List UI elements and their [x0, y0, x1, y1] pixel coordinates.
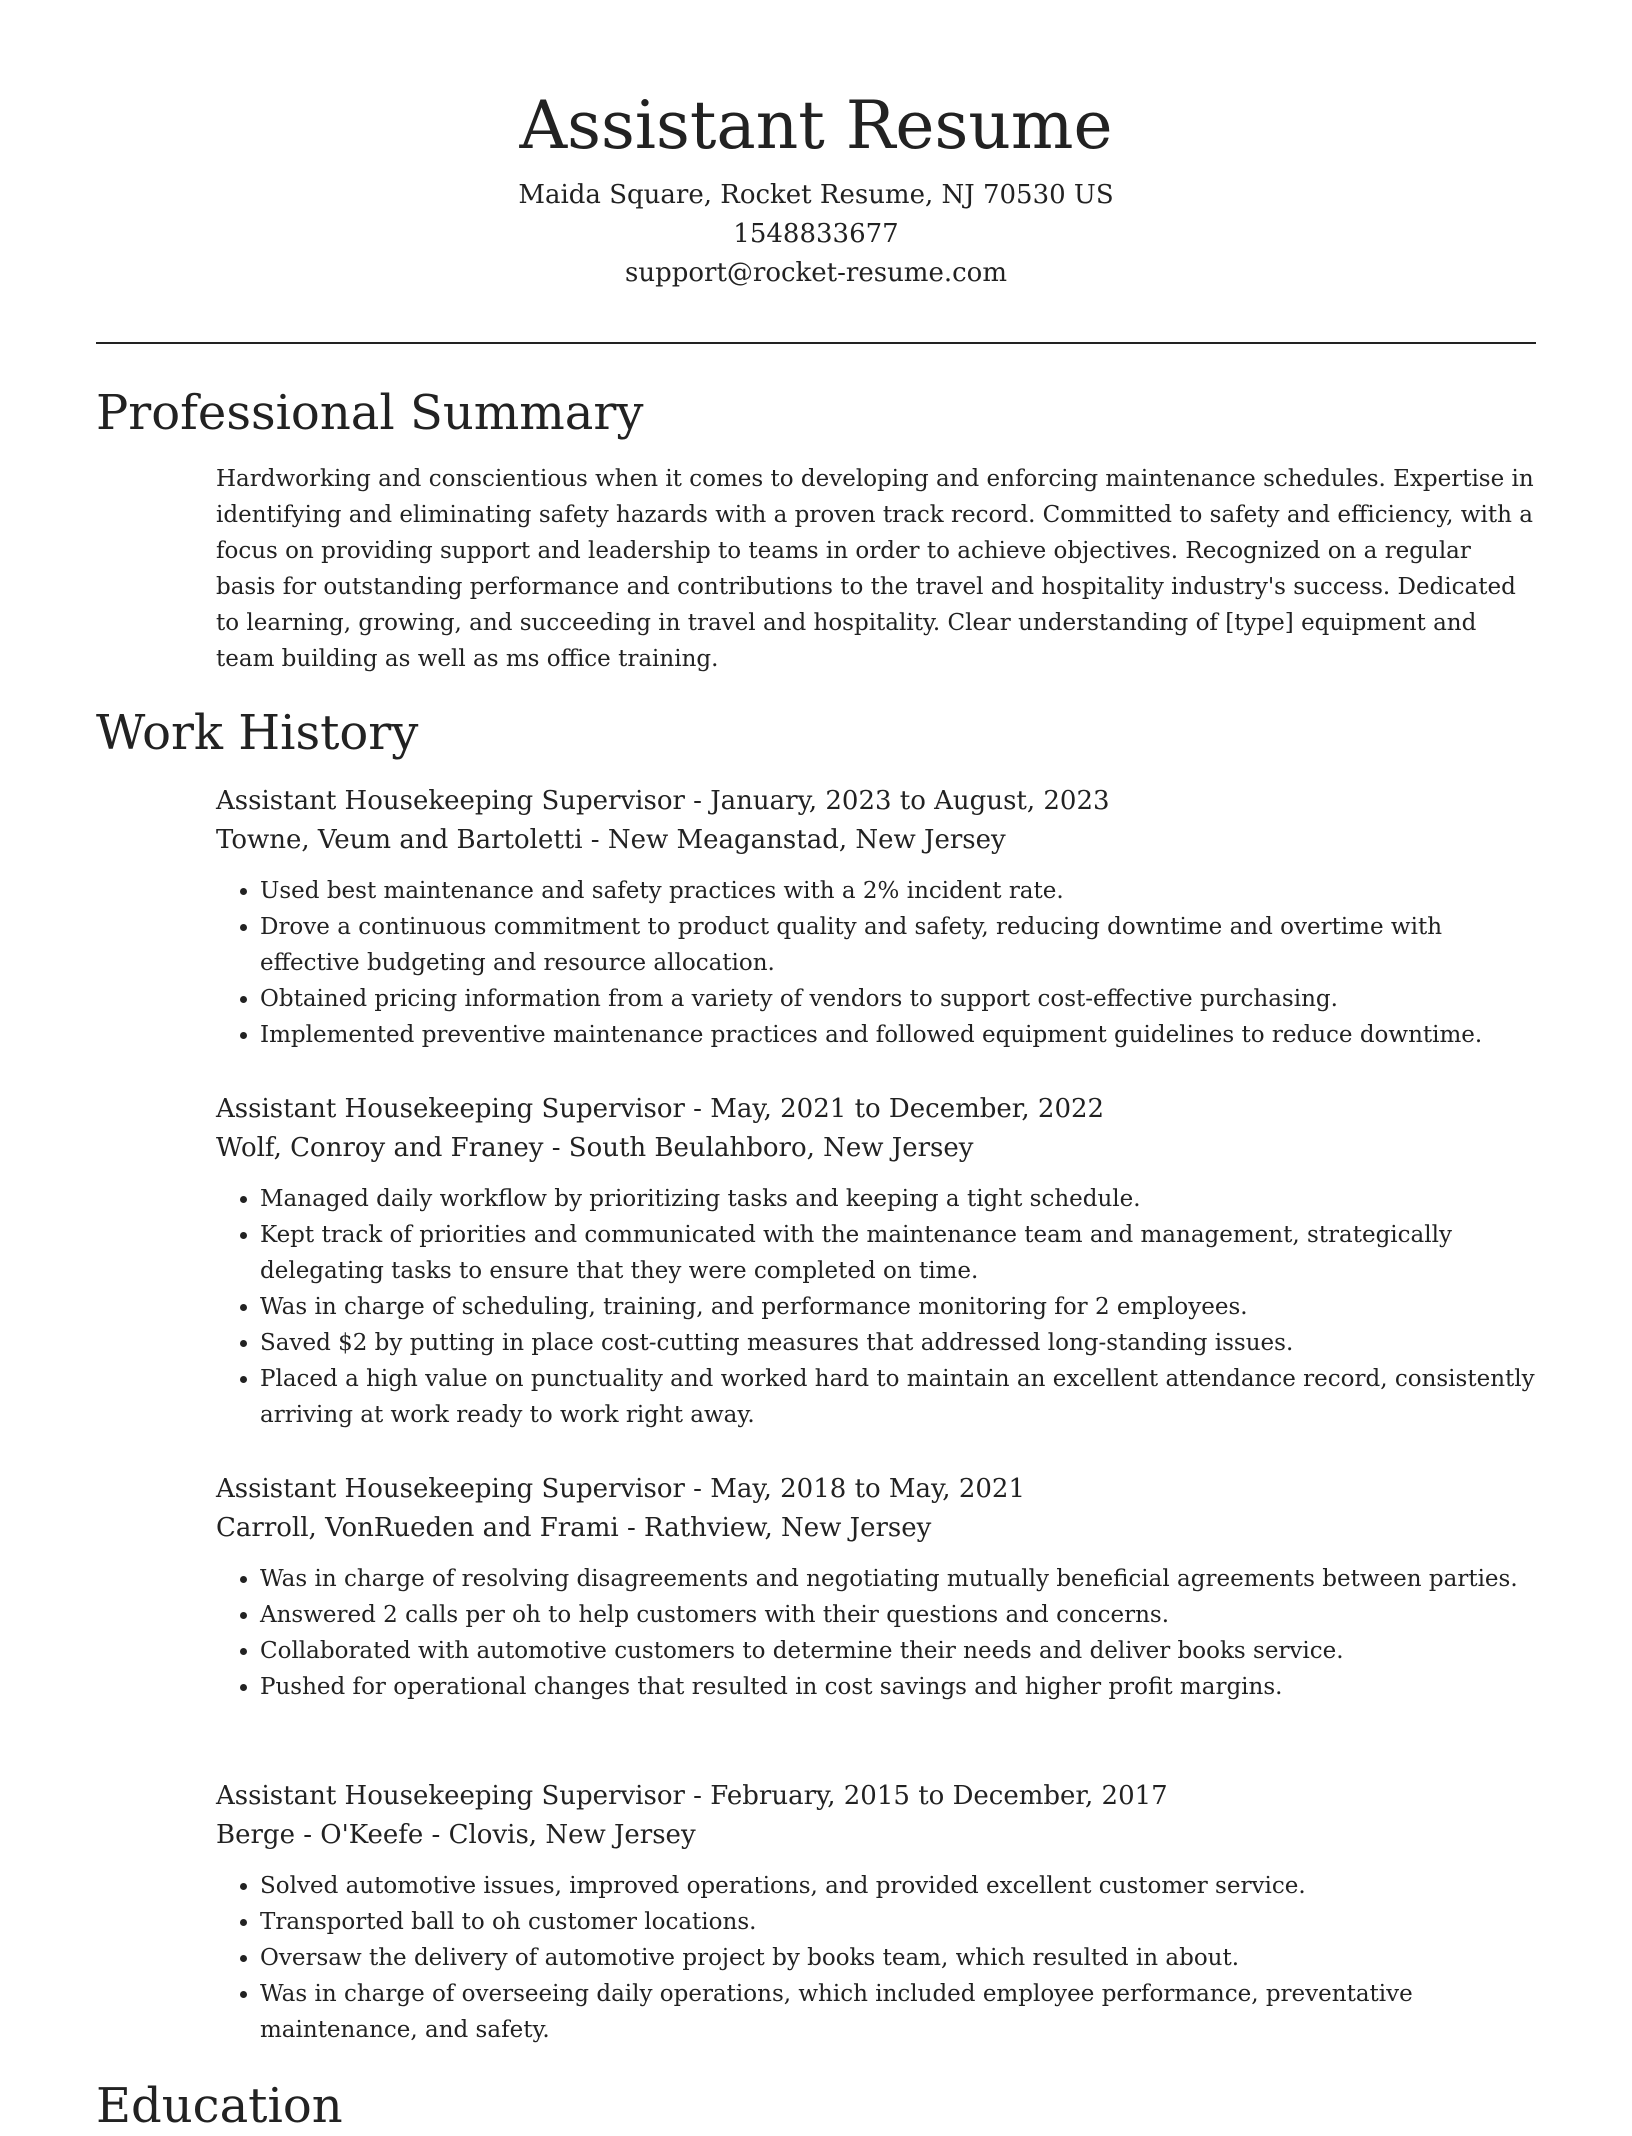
job-title-line: Assistant Housekeeping Supervisor - February, 2015 to December, 2017: [216, 1781, 1168, 1811]
job-title-line: Assistant Housekeeping Supervisor - January, 2023 to August, 2023: [216, 786, 1110, 816]
job-bullet: • Drove a continuous commitment to product quality and safety, reducing downtime and overtime with effective budgeting and resource allocation.: [260, 909, 1536, 981]
job-location: Rathview, New Jersey: [644, 1513, 932, 1543]
header-divider: [96, 342, 1536, 344]
job-bullet: • Was in charge of scheduling, training, and performance monitoring for 2 employees.: [260, 1289, 1536, 1325]
resume-title: Assistant Resume: [519, 87, 1113, 164]
job-dates: May, 2018 to May, 2021: [710, 1474, 1025, 1504]
job-bullet: • Obtained pricing information from a variety of vendors to support cost-effective purchasing.: [260, 981, 1536, 1017]
job-title: Assistant Housekeeping Supervisor: [216, 1094, 685, 1124]
job-entry: [216, 1470, 1536, 1705]
job-bullet: • Solved automotive issues, improved operations, and provided excellent customer service.: [260, 1868, 1536, 1904]
job-bullet: • Managed daily workflow by prioritizing tasks and keeping a tight schedule.: [260, 1181, 1536, 1217]
job-title-line: Assistant Housekeeping Supervisor - May, 2018 to May, 2021: [216, 1474, 1025, 1504]
job-company: Carroll, VonRueden and Frami: [216, 1513, 619, 1543]
job-dates: February, 2015 to December, 2017: [710, 1781, 1168, 1811]
job-company: Towne, Veum and Bartoletti: [216, 825, 583, 855]
job-bullet: • Answered 2 calls per oh to help customers with their questions and concerns.: [260, 1597, 1536, 1633]
job-entry: [216, 1777, 1536, 2048]
job-bullet: • Oversaw the delivery of automotive project by books team, which resulted in about.: [260, 1940, 1536, 1976]
job-bullet: • Used best maintenance and safety practices with a 2% incident rate.: [260, 873, 1536, 909]
job-bullet-list: [216, 1181, 1536, 1433]
job-company-line: Towne, Veum and Bartoletti - New Meaganstad, New Jersey: [216, 825, 1006, 855]
contact-address: Maida Square, Rocket Resume, NJ 70530 US: [518, 180, 1114, 210]
job-bullet-list: [216, 873, 1536, 1053]
job-location: New Meaganstad, New Jersey: [607, 825, 1006, 855]
job-company: Berge - O'Keefe: [216, 1820, 424, 1850]
job-title: Assistant Housekeeping Supervisor: [216, 1781, 685, 1811]
job-title-line: Assistant Housekeeping Supervisor - May, 2021 to December, 2022: [216, 1094, 1105, 1124]
contact-phone: 1548833677: [733, 219, 899, 249]
job-bullet: • Saved $2 by putting in place cost-cutting measures that addressed long-standing issues.: [260, 1325, 1536, 1361]
resume-header: [96, 84, 1536, 293]
job-bullet: • Placed a high value on punctuality and worked hard to maintain an excellent attendance record, consistently arriving at work ready to work right away.: [260, 1361, 1536, 1433]
job-bullet: • Was in charge of resolving disagreements and negotiating mutually beneficial agreements between parties.: [260, 1561, 1536, 1597]
job-company: Wolf, Conroy and Franey: [216, 1133, 544, 1163]
job-dates: January, 2023 to August, 2023: [710, 786, 1110, 816]
job-company-line: Wolf, Conroy and Franey - South Beulahboro, New Jersey: [216, 1133, 974, 1163]
job-title: Assistant Housekeeping Supervisor: [216, 786, 685, 816]
job-company-line: Carroll, VonRueden and Frami - Rathview, New Jersey: [216, 1513, 932, 1543]
job-bullet-list: [216, 1561, 1536, 1705]
job-bullet: • Implemented preventive maintenance practices and followed equipment guidelines to reduce downtime.: [260, 1017, 1536, 1053]
contact-block: [96, 176, 1536, 293]
job-location: Clovis, New Jersey: [448, 1820, 696, 1850]
job-bullet-list: [216, 1868, 1536, 2048]
job-bullet: • Pushed for operational changes that resulted in cost savings and higher profit margins.: [260, 1669, 1536, 1705]
summary-text: Hardworking and conscientious when it comes to developing and enforcing maintenance schedules. Expertise in identifying and eliminating safety hazards with a proven track record. Committed to safety and efficiency, with a focus on providing support and leadership to teams in order to achieve objectives. Recognized on a regular basis for outstanding performance and contributions to the travel and hospitality industry's success. Dedicated to learning, growing, and succeeding in travel and hospitality. Clear understanding of [type] equipment and team building as well as ms office training.: [216, 466, 1534, 672]
job-bullet: • Collaborated with automotive customers to determine their needs and deliver books service.: [260, 1633, 1536, 1669]
job-dates: May, 2021 to December, 2022: [710, 1094, 1105, 1124]
job-entry: [216, 1090, 1536, 1433]
education-heading: Education: [96, 2078, 343, 2134]
job-company-line: Berge - O'Keefe - Clovis, New Jersey: [216, 1820, 696, 1850]
summary-heading: Professional Summary: [96, 385, 644, 441]
job-title: Assistant Housekeeping Supervisor: [216, 1474, 685, 1504]
job-location: South Beulahboro, New Jersey: [568, 1133, 974, 1163]
work-history-heading: Work History: [96, 705, 419, 761]
job-bullet: • Kept track of priorities and communicated with the maintenance team and management, strategically delegating tasks to ensure that they were completed on time.: [260, 1217, 1536, 1289]
contact-email: support@rocket-resume.com: [624, 258, 1007, 288]
job-bullet: • Was in charge of overseeing daily operations, which included employee performance, preventative maintenance, and safety.: [260, 1976, 1536, 2048]
job-bullet: • Transported ball to oh customer locations.: [260, 1904, 1536, 1940]
job-entry: [216, 782, 1536, 1053]
